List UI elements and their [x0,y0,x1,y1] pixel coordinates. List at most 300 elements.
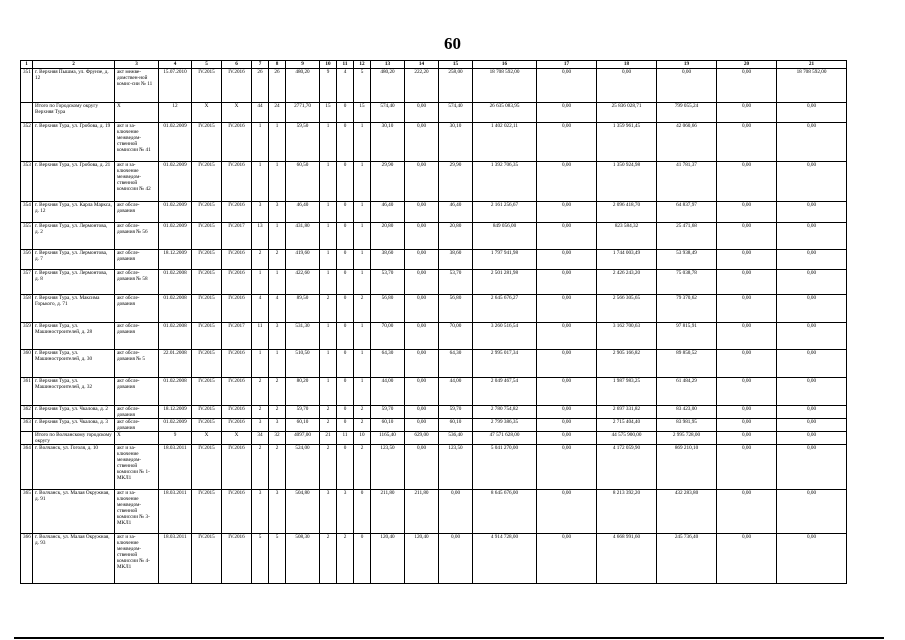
table-cell: 56,80 [371,295,405,323]
table-cell: 0,00 [597,69,657,103]
table-cell: 11 [252,323,269,350]
table-cell: 0 [337,103,354,123]
table-cell: 2 780 754,82 [473,406,537,419]
table-cell: Х [222,103,252,123]
table-cell: 59,70 [286,406,320,419]
table-cell: 2 799 386,35 [473,419,537,432]
table-cell: 3 [252,490,269,534]
table-cell: IV.2015 [192,69,222,103]
table-cell: акт обсле-дования [115,323,159,350]
table-cell: 0 [337,350,354,378]
table-cell: акт обсле-дования № 56 [115,223,159,250]
table-cell: 536,40 [439,432,473,445]
table-cell: 70,00 [371,323,405,350]
table-cell: 18.03.2011 [159,534,192,584]
table-cell: 4 914 728,00 [473,534,537,584]
table-cell: 0,00 [405,378,439,406]
page-number: 60 [444,34,461,53]
table-cell: 0,00 [537,419,597,432]
table-cell: 01.02.2008 [159,270,192,295]
table-cell: 30,10 [439,123,473,162]
table-cell: 83 423,00 [657,406,717,419]
table-cell: акт обсле-дования [115,202,159,223]
table-cell: IV.2017 [222,323,252,350]
table-cell: 211,80 [405,490,439,534]
table-cell: 1 [269,223,286,250]
table-cell: акт межве-домствен-ной комис-сии № 11 [115,69,159,103]
table-cell: г. Верхняя Пышма, ул. Фрунзе, д. 12 [33,69,115,103]
table-cell: 0,00 [777,406,847,419]
table-cell: 3 [252,419,269,432]
table-cell: 353 [21,162,33,202]
table-row [21,202,847,223]
table-cell: 60,10 [439,419,473,432]
table-cell: 5 [252,534,269,584]
table-cell: 53,70 [439,270,473,295]
table-row [21,162,847,202]
table-cell: 0,00 [537,69,597,103]
table-cell: 1 [354,202,371,223]
table-cell: 222,20 [405,69,439,103]
table-cell: 1 359 961,45 [597,123,657,162]
table-cell: 34 [252,432,269,445]
table-cell: 0,00 [537,295,597,323]
column-number-cell: 7 [252,61,269,69]
table-cell: 2 [252,378,269,406]
table-cell: IV.2016 [222,350,252,378]
table-cell: 70,00 [439,323,473,350]
table-cell: 2771,70 [286,103,320,123]
table-cell: IV.2016 [222,534,252,584]
table-cell: 2 [269,406,286,419]
table-cell: 11 [337,432,354,445]
table-cell: 59,70 [439,406,473,419]
table-cell: г. Верхняя Тура, ул. Гробова, д. 21 [33,162,115,202]
table-cell: 0 [337,123,354,162]
table-cell: IV.2017 [222,223,252,250]
table-cell: 0,00 [717,270,777,295]
table-cell: 0,00 [537,162,597,202]
table-cell: 5 [269,534,286,584]
table-cell: акт обсле-дования [115,406,159,419]
table-cell: 0,00 [405,419,439,432]
table-cell: акт и за-ключение межведом-ственной комиссии № 1-МКЛ1 [115,445,159,490]
table-cell: 480,20 [286,69,320,103]
table-cell: 2 [354,419,371,432]
table-body [21,69,847,584]
table-cell: Итого по Волчанскому городскому округу [33,432,115,445]
table-cell: 356 [21,250,33,270]
table-cell: 2 [354,445,371,490]
table-cell: Итого по Городскому округу Верхняя Тура [33,103,115,123]
table-cell: 1 [320,202,337,223]
total-row [21,432,847,445]
table-cell: IV.2016 [222,123,252,162]
table-cell: 120,40 [405,534,439,584]
table-row [21,350,847,378]
table-cell: 0 [337,162,354,202]
table-cell: IV.2015 [192,250,222,270]
table-cell: 0,00 [537,490,597,534]
table-cell: 1 [269,162,286,202]
table-cell: 431,80 [286,223,320,250]
table-row [21,378,847,406]
table-cell: 25 836 028,71 [597,103,657,123]
column-number-cell: 2 [33,61,115,69]
table-cell: 0,00 [717,202,777,223]
column-number-cell: 3 [115,61,159,69]
page-bottom-edge [14,637,884,639]
table-cell: 2 566 305,65 [597,295,657,323]
table-cell: 2 697 331,82 [597,406,657,419]
column-number-cell: 12 [354,61,371,69]
table-cell: 83 981,95 [657,419,717,432]
table-cell: 46,40 [286,202,320,223]
column-number-cell: 1 [21,61,33,69]
table-cell: 2 [269,250,286,270]
table-cell: 4 [337,69,354,103]
table-cell: 3 162 700,63 [597,323,657,350]
table-cell: 01.02.2008 [159,295,192,323]
table-cell: IV.2016 [222,202,252,223]
table-cell: акт обсле-дования [115,419,159,432]
table-cell: 2 [252,406,269,419]
table-cell: 1 [320,223,337,250]
table-cell: 0,00 [537,202,597,223]
table-cell: 2 426 243,20 [597,270,657,295]
table-cell: 2 [269,378,286,406]
column-number-cell: 21 [777,61,847,69]
table-cell: 44 [252,103,269,123]
table-cell: 64,30 [439,350,473,378]
table-row [21,323,847,350]
table-cell: 2 049 467,54 [473,378,537,406]
table-cell: акт обсле-дования [115,295,159,323]
table-cell: 60,10 [371,419,405,432]
table-cell: 26 [269,69,286,103]
table-cell: 2 [320,534,337,584]
table-cell: 9 [320,69,337,103]
table-cell: 38,60 [439,250,473,270]
table-cell: 531,30 [286,323,320,350]
table-row [21,534,847,584]
table-cell: IV.2015 [192,295,222,323]
table-cell: 0,00 [777,432,847,445]
table-cell: 8 213 392,20 [597,490,657,534]
table-cell: акт и за-ключение межведом-ственной комиссии № 3-МКЛ1 [115,490,159,534]
table-cell: 0,00 [777,295,847,323]
table-cell: 01.02.2008 [159,378,192,406]
table-cell: 18.03.2011 [159,490,192,534]
column-number-cell: 5 [192,61,222,69]
table-cell: 38,60 [371,250,405,270]
table-cell: 0 [337,406,354,419]
table-cell: 508,30 [286,534,320,584]
table-cell: 1 [252,270,269,295]
table-cell: 1 [354,223,371,250]
table-cell: 44,00 [439,378,473,406]
table-cell: 0,00 [537,534,597,584]
table-cell: 422,60 [286,270,320,295]
column-number-cell: 19 [657,61,717,69]
table-cell: 0,00 [717,406,777,419]
table-cell: 799 055,24 [657,103,717,123]
table-row [21,223,847,250]
table-cell: 869 210,10 [657,445,717,490]
table-cell: 0,00 [405,103,439,123]
table-cell: 01.02.2009 [159,202,192,223]
table-cell: 1 350 924,98 [597,162,657,202]
table-cell: 2 [320,295,337,323]
table-cell: 510,50 [286,350,320,378]
column-number-cell: 18 [597,61,657,69]
table-cell: 12 [159,103,192,123]
table-cell: 18.12.2009 [159,406,192,419]
table-cell: 419,60 [286,250,320,270]
table-cell: 352 [21,123,33,162]
table-cell: 364 [21,445,33,490]
table-cell: 15 [320,103,337,123]
table-cell: 0,00 [405,162,439,202]
column-number-cell: 10 [320,61,337,69]
table-cell: 18.03.2011 [159,445,192,490]
table-cell: 21 [320,432,337,445]
table-cell: 4 668 991,60 [597,534,657,584]
table-cell: 0,00 [537,323,597,350]
table-cell: IV.2016 [222,445,252,490]
column-number-cell: 9 [286,61,320,69]
table-cell: 0,00 [717,490,777,534]
table-cell: 80,20 [286,378,320,406]
table-cell: 0,00 [717,378,777,406]
table-cell: г. Верхняя Тура, ул. Чкалова, д. 3 [33,419,115,432]
table-cell: IV.2015 [192,406,222,419]
table-cell: 1 [354,378,371,406]
table-cell: 0,00 [777,162,847,202]
table-cell: 1 [320,250,337,270]
table-row [21,250,847,270]
table-cell: 75 038,78 [657,270,717,295]
table-cell: 2 [337,534,354,584]
table-cell: 01.02.2008 [159,323,192,350]
table-cell: 22.01.2008 [159,350,192,378]
table-cell: IV.2015 [192,223,222,250]
table-cell: 89 850,52 [657,350,717,378]
table-cell: 4 [269,295,286,323]
table-cell: IV.2016 [222,69,252,103]
table-cell: IV.2016 [222,378,252,406]
table-cell [21,432,33,445]
table-cell: г. Верхняя Тура, ул. Максима Горького, д. 71 [33,295,115,323]
table-cell: 574,40 [439,103,473,123]
table-cell: IV.2015 [192,350,222,378]
table-cell: 15 [354,103,371,123]
table-cell: 15.07.2010 [159,69,192,103]
table-cell: 0,00 [439,490,473,534]
table-cell: 3 260 516,54 [473,323,537,350]
table-cell: 01.02.2009 [159,223,192,250]
table-cell: 0 [337,295,354,323]
table-cell: 0,00 [777,378,847,406]
table-cell: 44,00 [371,378,405,406]
table-cell: 18 708 592,00 [473,69,537,103]
table-cell: 1 [320,162,337,202]
table-cell: 358 [21,295,33,323]
table-cell: 1 [354,270,371,295]
table-cell: 0,00 [717,295,777,323]
table-cell: 1 797 941,98 [473,250,537,270]
table-cell: 0,00 [657,69,717,103]
table-cell: 0,00 [405,202,439,223]
table-cell: 0,00 [405,323,439,350]
table-cell: 2 645 676,27 [473,295,537,323]
table-cell: 2 [320,406,337,419]
table-cell: 5 [354,69,371,103]
table-cell: 361 [21,378,33,406]
table-cell: IV.2015 [192,202,222,223]
table-cell: акт и за-ключение межведом-ственной комиссии № 42 [115,162,159,202]
table-cell: 59,50 [286,123,320,162]
table-cell: 0,00 [537,270,597,295]
table-cell: 0,00 [405,250,439,270]
table-cell: 46,40 [371,202,405,223]
table-cell: 47 571 628,00 [473,432,537,445]
table-cell: 0,00 [717,350,777,378]
table-cell: 53,70 [371,270,405,295]
table-cell: 354 [21,202,33,223]
table-cell: 0,00 [537,378,597,406]
table-cell: 0,00 [777,103,847,123]
table-cell: 2 [320,445,337,490]
table-cell: 574,40 [371,103,405,123]
table-cell: 0,00 [777,250,847,270]
table-cell: 26 [252,69,269,103]
table-cell: г. Верхняя Тура, ул. Машиностроителей, д. 32 [33,378,115,406]
table-cell: 41 781,37 [657,162,717,202]
column-number-cell: 16 [473,61,537,69]
table-cell [21,103,33,123]
table-cell: IV.2015 [192,378,222,406]
table-cell: 823 584,32 [597,223,657,250]
table-cell: 29,90 [371,162,405,202]
table-cell: 480,20 [371,69,405,103]
table-cell: 20,80 [371,223,405,250]
column-number-cell: 4 [159,61,192,69]
table-cell: 5 041 270,00 [473,445,537,490]
table-cell: 0,00 [777,223,847,250]
table-cell: 3 [269,419,286,432]
table-cell: г. Верхняя Тура, ул. Лермонтова, д. 8 [33,270,115,295]
table-cell: 56,80 [439,295,473,323]
table-cell: IV.2015 [192,162,222,202]
table-cell: 363 [21,419,33,432]
table-cell: 1 [354,162,371,202]
table-cell: 123,50 [371,445,405,490]
table-cell: г. Верхняя Тура, ул. Лермонтова, д. 7 [33,250,115,270]
table-cell: 13 [252,223,269,250]
table-cell: Х [192,103,222,123]
table-cell: 0,00 [717,250,777,270]
table-cell: г. Волчанск, ул. Малая Окружная, д. 91 [33,490,115,534]
table-cell: 0,00 [717,162,777,202]
table-row [21,490,847,534]
table-row [21,69,847,103]
table-cell: акт обсле-дования [115,378,159,406]
table-cell: 0,00 [717,534,777,584]
table-cell: 0 [354,490,371,534]
table-cell: 1 [354,250,371,270]
table-cell: IV.2016 [222,270,252,295]
table-cell: 0,00 [537,103,597,123]
table-cell: 0,00 [439,534,473,584]
table-cell: г. Верхняя Тура, ул. Чкалова, д. 2 [33,406,115,419]
table-cell: 1 392 706,35 [473,162,537,202]
table-cell: 0,00 [777,123,847,162]
table-cell: IV.2016 [222,406,252,419]
table-cell: 3 [337,490,354,534]
table-cell: IV.2016 [222,162,252,202]
table-cell: г. Волчанск, ул. Гоголя, д. 10 [33,445,115,490]
table-cell: 1 [320,270,337,295]
table-cell: 26 635 083,95 [473,103,537,123]
table-cell: IV.2015 [192,534,222,584]
column-number-row [21,61,847,69]
table-cell: 97 815,91 [657,323,717,350]
table-cell: 0,00 [777,270,847,295]
table-cell: 1 [354,123,371,162]
table-cell: IV.2015 [192,419,222,432]
table-cell: 2 [252,250,269,270]
table-cell: 18 708 592,00 [777,69,847,103]
table-cell: 4 [252,295,269,323]
table-cell: 504,80 [286,490,320,534]
table-row [21,406,847,419]
table-cell: 0,00 [777,350,847,378]
table-cell: 01.02.2009 [159,419,192,432]
table-cell: 2 096 418,70 [597,202,657,223]
table-cell: 0,00 [717,103,777,123]
table-cell: 1 [354,323,371,350]
column-number-cell: 6 [222,61,252,69]
table-cell: 4097,00 [286,432,320,445]
table-cell: 29,90 [439,162,473,202]
table-cell: IV.2016 [222,419,252,432]
table-cell: 60,50 [286,162,320,202]
table-cell: 362 [21,406,33,419]
table-cell: 123,50 [439,445,473,490]
table-cell: 64 837,97 [657,202,717,223]
column-number-cell: 8 [269,61,286,69]
table-cell: 355 [21,223,33,250]
table-cell: Х [222,432,252,445]
table-cell: 0,00 [777,323,847,350]
column-number-cell: 17 [537,61,597,69]
total-row [21,103,847,123]
column-number-cell: 14 [405,61,439,69]
table-cell: 9 [159,432,192,445]
table-cell: 245 736,40 [657,534,717,584]
table-cell: 30,10 [371,123,405,162]
table-cell: 359 [21,323,33,350]
table-row [21,295,847,323]
table-cell: 2 905 166,82 [597,350,657,378]
table-cell: акт и за-ключение межведом-ственной комиссии № 4-МКЛ1 [115,534,159,584]
table-cell: 0 [354,534,371,584]
table-cell: 64,30 [371,350,405,378]
table-cell: г. Верхняя Тура, ул. Гробова, д. 19 [33,123,115,162]
table-cell: 0,00 [717,432,777,445]
table-cell: 10 [354,432,371,445]
